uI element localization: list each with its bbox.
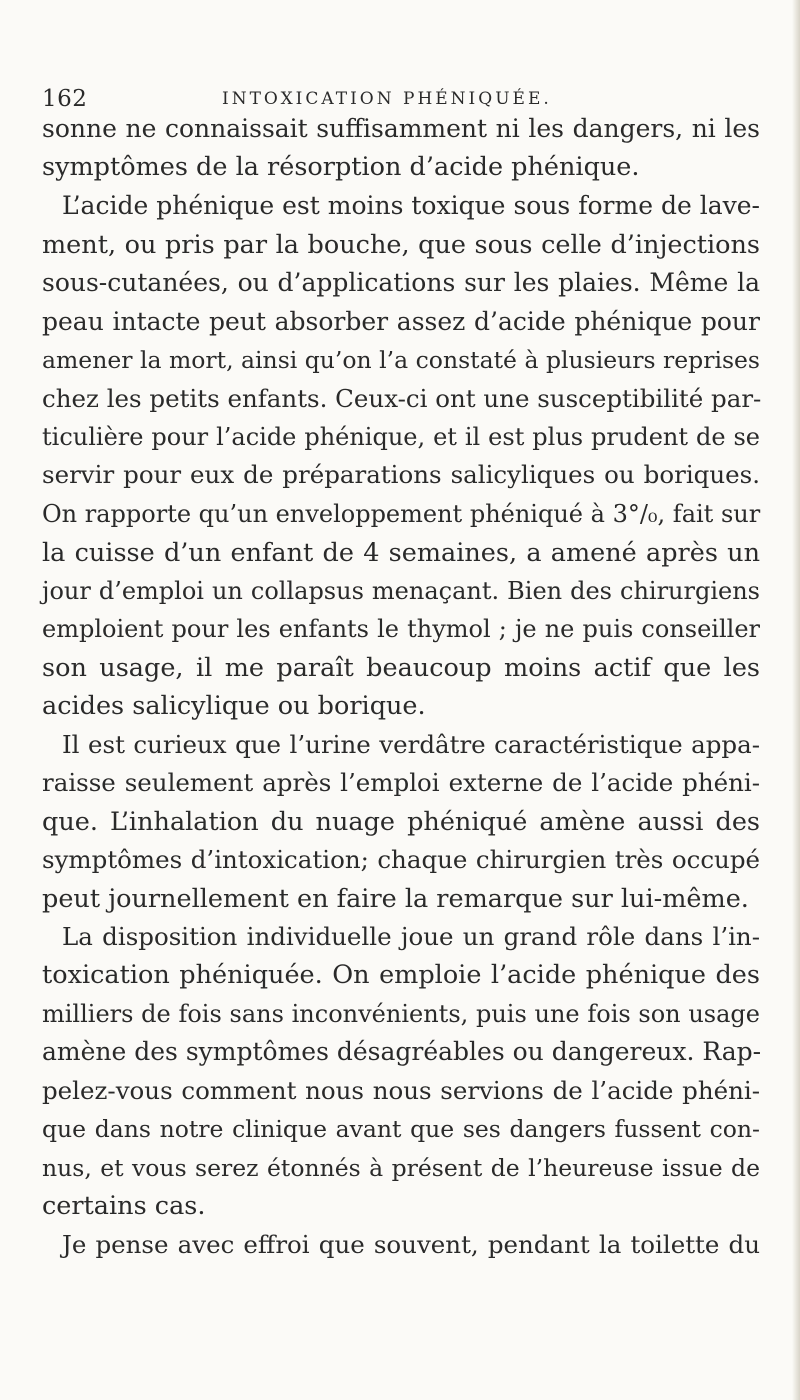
text-line: ticulière pour l’acide phénique, et il est plus prudent de se — [42, 423, 760, 451]
page-edge-shadow — [792, 0, 800, 1400]
text-line: emploient pour les enfants le thymol ; je ne puis conseiller — [42, 615, 760, 643]
text-line: certains cas. — [42, 1191, 206, 1221]
text-line: milliers de fois sans inconvénients, puis une fois son usage — [42, 1000, 760, 1028]
text-line: sous-cutanées, ou d’applications sur les plaies. Même la — [42, 268, 760, 297]
text-line: Il est curieux que l’urine verdâtre caractéristique appa- — [62, 730, 760, 759]
running-head: INTOXICATION PHÉNIQUÉE. — [222, 89, 552, 109]
text-line: ment, ou pris par la bouche, que sous celle d’injections — [42, 230, 760, 260]
text-line: La disposition individuelle joue un grand rôle dans l’in- — [62, 922, 760, 951]
text-line: acides salicylique ou borique. — [42, 691, 426, 721]
text-line: servir pour eux de préparations salicyliques ou boriques. — [42, 460, 760, 489]
text-line: amène des symptômes désagréables ou dangereux. Rap- — [42, 1037, 762, 1066]
text-line: peut journellement en faire la remarque sur lui-même. — [42, 884, 749, 914]
text-line: amener la mort, ainsi qu’on l’a constaté à plusieurs reprises — [42, 346, 760, 374]
text-line: que. L’inhalation du nuage phéniqué amène aussi des — [42, 807, 760, 837]
page-header — [42, 86, 742, 110]
text-line: Je pense avec effroi que souvent, pendant la toilette du — [62, 1230, 760, 1259]
text-line: On rapporte qu’un enveloppement phéniqué à 3°/₀, fait sur — [42, 500, 761, 528]
text-line: chez les petits enfants. Ceux-ci ont une susceptibilité par- — [42, 384, 762, 413]
page-number: 162 — [42, 86, 88, 112]
text-line: pelez-vous comment nous nous servions de l’acide phéni- — [42, 1076, 760, 1105]
text-line: toxication phéniquée. On emploie l’acide phénique des — [42, 960, 760, 990]
text-line: que dans notre clinique avant que ses dangers fussent con- — [42, 1115, 760, 1143]
text-line: nus, et vous serez étonnés à présent de l’heureuse issue de — [42, 1154, 760, 1182]
text-line: son usage, il me paraît beaucoup moins actif que les — [42, 653, 760, 683]
text-line: peau intacte peut absorber assez d’acide phénique pour — [42, 307, 760, 336]
text-line: la cuisse d’un enfant de 4 semaines, a amené après un — [42, 538, 760, 568]
text-line: raisse seulement après l’emploi externe de l’acide phéni- — [42, 768, 760, 797]
text-line: symptômes d’intoxication; chaque chirurgien très occupé — [42, 845, 760, 874]
text-line: jour d’emploi un collapsus menaçant. Bien des chirurgiens — [42, 577, 760, 605]
text-line: L’acide phénique est moins toxique sous forme de lave- — [62, 191, 760, 220]
text-line: sonne ne connaissait suffisamment ni les dangers, ni les — [42, 114, 760, 143]
text-line: symptômes de la résorption d’acide phénique. — [42, 152, 640, 182]
